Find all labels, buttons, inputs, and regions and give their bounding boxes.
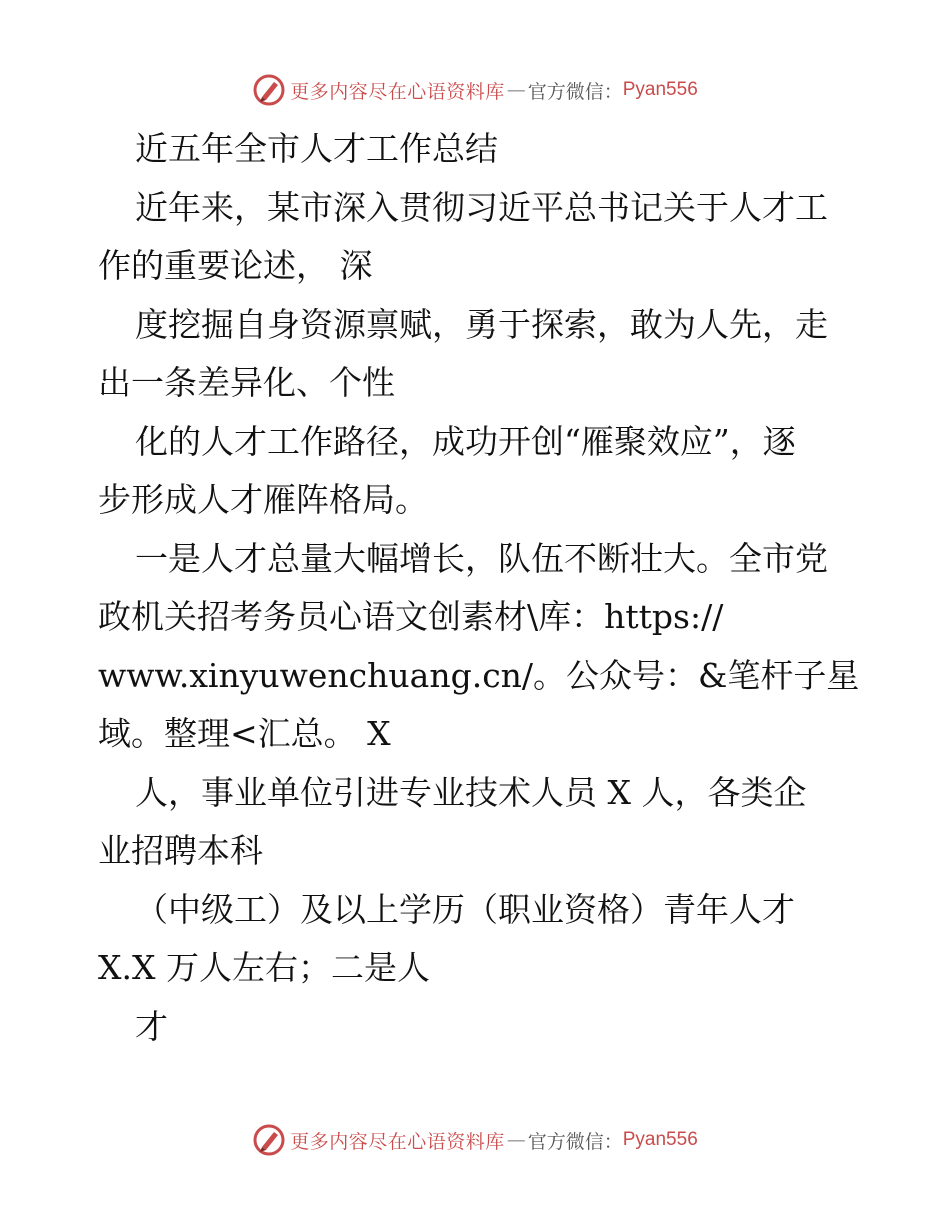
paragraph-line: 步形成人才雁阵格局。 [98, 480, 428, 519]
paragraph-line: 度挖掘自身资源禀赋，勇于探索，敢为人先，走 [135, 304, 828, 344]
footer-banner [0, 1120, 950, 1160]
paragraph-line: 才 [135, 1006, 168, 1046]
paragraph-line: 出一条差异化、个性 [98, 363, 395, 402]
banner-separator: — [506, 79, 526, 101]
paragraph-line: www.xinyuwenchuang.cn/。公众号：&笔杆子星 [98, 655, 860, 695]
banner-text: 更多内容尽在心语资料库 [290, 1130, 505, 1153]
paragraph-line: 一是人才总量大幅增长，队伍不断壮大。全市党 [135, 538, 828, 578]
banner-wechat-label: 官方微信： [527, 80, 623, 103]
banner-wechat-id: Pyan556 [622, 1129, 698, 1150]
paragraph-line: （中级工）及以上学历（职业资格）青年人才 [135, 889, 795, 929]
pen-logo-icon [252, 1123, 286, 1157]
banner-wechat-label: 官方微信： [527, 1130, 623, 1153]
paragraph-line: 业招聘本科 [98, 831, 263, 870]
paragraph-line: X.X 万人左右；二是人 [98, 948, 430, 987]
paragraph-line: 人，事业单位引进专业技术人员 X 人，各类企 [135, 772, 807, 812]
pen-logo-icon [252, 73, 286, 107]
paragraph-line: 域。整理<汇总。 X [98, 714, 391, 753]
document-title: 近五年全市人才工作总结 [135, 129, 498, 168]
paragraph-line: 近年来，某市深入贯彻习近平总书记关于人才工 [135, 187, 828, 227]
header-banner [0, 70, 950, 110]
banner-wechat-id: Pyan556 [622, 79, 698, 100]
paragraph-line: 政机关招考务员心语文创素材\库：https:// [98, 597, 724, 636]
paragraph-line: 化的人才工作路径，成功开创“雁聚效应”，逐 [135, 421, 796, 461]
banner-text: 更多内容尽在心语资料库 [290, 80, 505, 103]
paragraph-line: 作的重要论述， 深 [98, 246, 373, 285]
document-body [98, 120, 858, 1056]
banner-separator: — [506, 1129, 526, 1151]
